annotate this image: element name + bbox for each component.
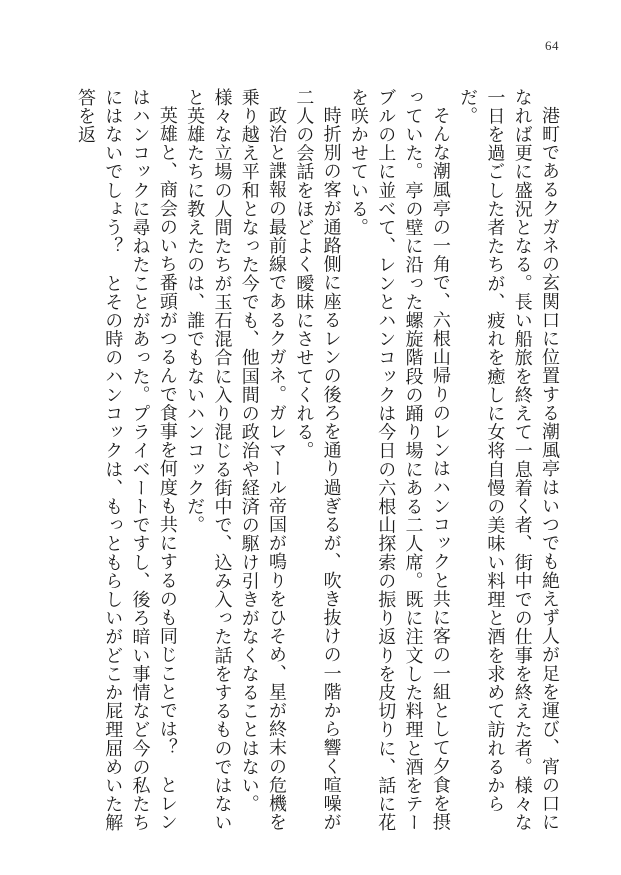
paragraph-2: そんな潮風亭の一角で、六根山帰りのレンはハンコックと共に客の一組として夕食を摂っていた。亭の壁に沿った螺旋階段の踊り場にある二人席。既に注文した料理と酒をテーブルの上に並べて、レンとハンコックは今日の六根山探索の振り返りを皮切りに、話に花を咲かせている。 <box>347 88 451 832</box>
paragraph-1: 港町であるクガネの玄関口に位置する潮風亭はいつでも絶えず人が足を運び、宵の口になれば更に盛況となる。長い船旅を終えて一息着く者、街中での仕事を終えた者。様々な一日を過ごした者たちが、疲れを癒しに女将自慢の美味い料理と酒を求めて訪れるからだ。 <box>457 88 560 832</box>
paragraph-5: 英雄と、商会のいち番頭がつるんで食事を何度も共にするのも同じことでは？ とレンはハンコックに尋ねたことがあった。プライベートですし、後ろ暗い事情など今の私たちにはないでしょう？ とその時のハンコックは、もっともらしいがどこか屁理屈めいた解答を返 <box>74 88 178 832</box>
body-text <box>43 88 563 848</box>
page-number: 64 <box>545 38 559 53</box>
paragraph-3: 時折別の客が通路側に座るレンの後ろを通り過ぎるが、吹き抜けの一階から響く喧噪が二人の会話をほどよく曖昧にさせてくれる。 <box>293 88 342 832</box>
paragraph-4: 政治と諜報の最前線であるクガネ。ガレマール帝国が鳴りをひそめ、星が終末の危機を乗り越え平和となった今でも、他国間の政治や経済の駆け引きがなくなることはない。様々な立場の人間たちが玉石混合に入り混じる街中で、込み入った話をするものではないと英雄たちに教えたのは、誰でもないハンコックだ。 <box>184 88 288 832</box>
